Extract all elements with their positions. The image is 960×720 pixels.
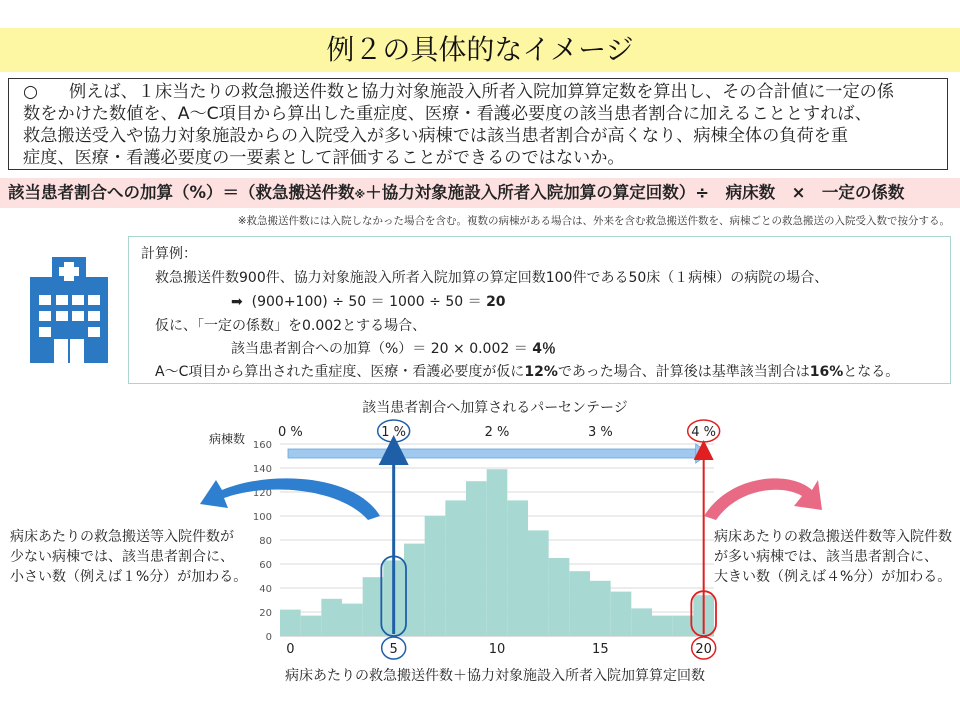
bar — [652, 616, 673, 636]
calculation-example — [128, 236, 951, 384]
right-arrow-icon: ➡ — [231, 294, 243, 310]
y-axis-label: 病棟数 — [209, 432, 246, 446]
pct-label: 1 % — [381, 425, 407, 440]
pct-label: 3 % — [587, 425, 613, 440]
footnote: ※救急搬送件数には入院しなかった場合を含む。複数の病棟がある場合は、外来を含む救急搬送件数を、病棟ごとの救急搬送の入院受入数で按分する。 — [237, 215, 950, 227]
formula-part-2: ＋協力対象施設入所者入院加算の算定回数）÷ 病床数 × 一定の係数 — [365, 183, 905, 202]
right-curved-arrow-icon — [704, 478, 822, 520]
intro-line-1: ○ 例えば、１床当たりの救急搬送件数と協力対象施設入所者入院加算算定数を算出し、その合計値に一定の係 — [23, 82, 895, 102]
calc-result-20: 20 — [486, 294, 506, 310]
y-tick-label: 80 — [259, 536, 272, 547]
formula-note-mark: ※ — [354, 188, 366, 201]
intro-line-2: 数をかけた数値を、A～C項目から算出した重症度、医療・看護必要度の該当患者割合に加えることとすれば、 — [23, 104, 872, 124]
bar — [549, 558, 570, 636]
bar — [631, 608, 652, 636]
y-tick-label: 20 — [259, 608, 272, 619]
y-tick-label: 100 — [252, 512, 272, 523]
y-tick-label: 60 — [259, 560, 272, 571]
pct-label: 0 % — [277, 425, 303, 440]
calc-result-4pct: 4％ — [532, 341, 556, 357]
calc-heading: 計算例： — [141, 246, 197, 262]
y-tick-label: 40 — [259, 584, 272, 595]
calc-line-3: 仮に、「一定の係数」を0.002とする場合、 — [155, 318, 427, 334]
calc-line-4: 該当患者割合への加算（%）＝ 20 × 0.002 ＝ 4％ — [231, 341, 556, 357]
bar — [363, 577, 384, 636]
y-axis-ticks — [253, 440, 272, 643]
intro-line-3: 救急搬送受入や協力対象施設からの入院受入が多い病棟では該当患者割合が高くなり、病棟全体の負荷を重 — [23, 126, 849, 146]
bar — [425, 516, 446, 636]
left-annotation: 病床あたりの救急搬送等入院件数が 少ない病棟では、該当患者割合に、 小さい数（例えば１%分）が加わる。 — [10, 529, 248, 585]
pct-range-bar — [288, 449, 698, 458]
x-tick-label: 20 — [695, 642, 712, 657]
bar — [590, 581, 611, 636]
formula — [0, 178, 960, 208]
bar — [280, 610, 301, 636]
circle-bullet: ○ — [23, 82, 38, 102]
bar — [466, 481, 487, 636]
pct-label: 2 % — [484, 425, 510, 440]
chart-title: 該当患者割合へ加算されるパーセンテージ — [362, 400, 628, 416]
bar — [404, 544, 425, 636]
x-tick-label: 0 — [286, 642, 295, 657]
pct-label: 4 % — [691, 425, 717, 440]
bar — [342, 604, 363, 636]
y-tick-label: 140 — [252, 464, 272, 475]
intro-box — [8, 78, 948, 170]
y-tick-label: 160 — [252, 440, 272, 451]
page-title: 例２の具体的なイメージ — [0, 28, 960, 72]
calc-line-1: 救急搬送件数900件、協力対象施設入所者入院加算の算定回数100件である50床（１病棟）の病院の場合、 — [155, 270, 829, 286]
bar — [487, 469, 508, 636]
bar — [569, 571, 590, 636]
bar — [673, 616, 694, 636]
formula-part-1: 該当患者割合への加算（%）＝（救急搬送件数 — [8, 183, 355, 202]
left-curved-arrow-icon — [200, 478, 380, 520]
x-axis-label: 病床あたりの救急搬送件数＋協力対象施設入所者入院加算算定回数 — [285, 668, 705, 684]
x-axis-ticks — [286, 637, 715, 659]
x-tick-label: 15 — [592, 642, 609, 657]
calc-line-5: A～C項目から算出された重症度、医療・看護必要度が仮に12%であった場合、計算後は基準該当割合は16%となる。 — [155, 364, 900, 380]
x-tick-label: 5 — [389, 642, 398, 657]
calc-line-2: ➡ (900+100) ÷ 50 ＝ 1000 ÷ 50 ＝ 20 — [231, 294, 506, 310]
bar — [301, 616, 322, 636]
bar — [528, 530, 549, 636]
y-tick-label: 0 — [265, 632, 272, 643]
bar — [507, 500, 528, 636]
x-tick-label: 10 — [488, 642, 506, 657]
bar — [445, 500, 466, 636]
bar — [321, 599, 342, 636]
right-annotation: 病床あたりの救急搬送件数等入院件数 が多い病棟では、該当患者割合に、 大きい数（例えば４%分）が加わる。 — [714, 529, 952, 585]
y-tick-label: 120 — [252, 488, 272, 499]
hospital-icon — [28, 255, 110, 365]
bar — [611, 592, 632, 636]
intro-line-4: 症度、医療・看護必要度の一要素として評価することができるのではないか。 — [23, 148, 625, 168]
